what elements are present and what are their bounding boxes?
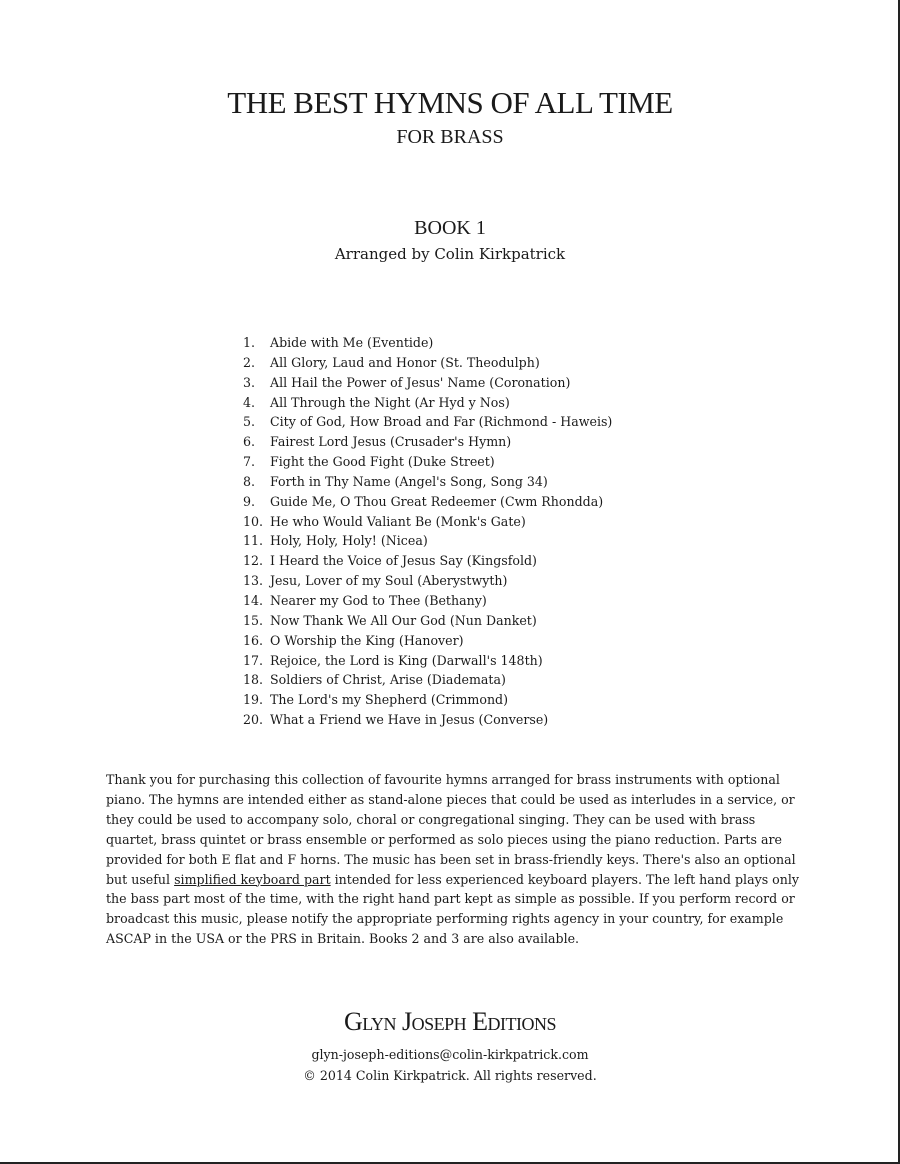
hymn-number: 10. xyxy=(243,513,264,529)
hymn-number: 1. xyxy=(243,335,256,350)
hymn-title: Soldiers of Christ, Arise (Diademata) xyxy=(270,672,506,688)
hymn-list xyxy=(243,333,612,730)
hymn-title: What a Friend we Have in Jesus (Converse) xyxy=(270,712,549,728)
book-label: BOOK 1 xyxy=(414,217,486,239)
hymn-title: Fairest Lord Jesus (Crusader's Hymn) xyxy=(270,434,512,450)
simplified-keyboard-link[interactable]: simplified keyboard part xyxy=(174,871,331,887)
hymn-item xyxy=(243,551,612,571)
hymn-item xyxy=(243,651,612,671)
hymn-number: 17. xyxy=(243,652,264,668)
hymn-item xyxy=(243,333,612,353)
hymn-item xyxy=(243,432,612,452)
hymn-number: 12. xyxy=(243,553,264,569)
hymn-item xyxy=(243,531,612,551)
hymn-number: 19. xyxy=(243,692,264,708)
hymn-title: Jesu, Lover of my Soul (Aberystwyth) xyxy=(270,573,508,589)
hymn-title: All Glory, Laud and Honor (St. Theodulph) xyxy=(270,354,540,370)
hymn-number: 4. xyxy=(243,394,256,410)
hymn-number: 7. xyxy=(243,454,256,470)
hymn-title: He who Would Valiant Be (Monk's Gate) xyxy=(270,513,526,529)
hymn-number: 16. xyxy=(243,632,264,648)
hymn-item xyxy=(243,393,612,413)
contact-email[interactable]: glyn-joseph-editions@colin-kirkpatrick.com xyxy=(311,1047,589,1062)
hymn-item xyxy=(243,591,612,611)
hymn-number: 3. xyxy=(243,374,256,390)
hymn-item xyxy=(243,690,612,710)
hymn-title: Holy, Holy, Holy! (Nicea) xyxy=(270,533,428,549)
hymn-item xyxy=(243,571,612,591)
publisher-logo: Glyn Joseph Editions xyxy=(344,1007,556,1036)
hymn-title: All Through the Night (Ar Hyd y Nos) xyxy=(270,394,510,410)
hymn-number: 14. xyxy=(243,592,264,608)
intro-paragraph xyxy=(106,770,806,949)
hymn-number: 15. xyxy=(243,612,264,628)
hymn-title: Forth in Thy Name (Angel's Song, Song 34) xyxy=(270,473,548,489)
hymn-number: 8. xyxy=(243,473,256,489)
hymn-title: Guide Me, O Thou Great Redeemer (Cwm Rhondda) xyxy=(270,493,604,509)
hymn-item xyxy=(243,631,612,651)
hymn-number: 20. xyxy=(243,712,264,728)
document-title: THE BEST HYMNS OF ALL TIME xyxy=(227,85,673,120)
intro-text-start: Thank you for purchasing this collection of favourite hymns arranged for brass instruments with optional piano. The hymns are intended either as stand-alone pieces that could be used as interludes in a service, or they could be used to accompany solo, choral or congregational singing. They can be used with brass quartet, brass quintet or brass ensemble or performed as solo pieces using the piano reduction. Parts are provided for both E flat and F horns. The music has been set in brass-friendly keys. There's also an optional but useful xyxy=(106,772,796,887)
hymn-number: 9. xyxy=(243,493,256,509)
hymn-title: Rejoice, the Lord is King (Darwall's 148th) xyxy=(270,652,543,668)
hymn-title: O Worship the King (Hanover) xyxy=(270,632,464,648)
hymn-item xyxy=(243,710,612,730)
arranger-credit: Arranged by Colin Kirkpatrick xyxy=(334,245,566,263)
hymn-number: 13. xyxy=(243,573,264,589)
hymn-number: 11. xyxy=(243,533,264,549)
hymn-item xyxy=(243,412,612,432)
hymn-item xyxy=(243,373,612,393)
document-subtitle: FOR BRASS xyxy=(396,126,504,148)
hymn-title: Fight the Good Fight (Duke Street) xyxy=(270,454,495,470)
hymn-number: 5. xyxy=(243,414,256,430)
hymn-item xyxy=(243,472,612,492)
hymn-item xyxy=(243,492,612,512)
hymn-item xyxy=(243,353,612,373)
copyright-notice: © 2014 Colin Kirkpatrick. All rights reserved. xyxy=(303,1068,597,1083)
hymn-title: All Hail the Power of Jesus' Name (Coronation) xyxy=(270,374,571,390)
hymn-title: Nearer my God to Thee (Bethany) xyxy=(270,592,487,608)
hymn-item xyxy=(243,512,612,532)
hymn-title: The Lord's my Shepherd (Crimmond) xyxy=(270,692,509,708)
hymn-title: Abide with Me (Eventide) xyxy=(270,335,434,350)
hymn-item xyxy=(243,611,612,631)
hymn-number: 18. xyxy=(243,672,264,688)
hymn-item xyxy=(243,670,612,690)
hymn-number: 2. xyxy=(243,354,256,370)
hymn-title: I Heard the Voice of Jesus Say (Kingsfold) xyxy=(270,553,537,569)
intro-text-end: intended for less experienced keyboard players. The left hand plays only the bass part most of the time, with the right hand part kept as simple as possible. If you perform record or broadcast this music, please notify the appropriate performing rights agency in your country, for example ASCAP in the USA or the PRS in Britain. Books 2 and 3 are also available. xyxy=(106,871,799,947)
hymn-number: 6. xyxy=(243,434,256,450)
hymn-item xyxy=(243,452,612,472)
hymn-title: City of God, How Broad and Far (Richmond - Haweis) xyxy=(270,414,613,430)
hymn-title: Now Thank We All Our God (Nun Danket) xyxy=(270,612,537,628)
